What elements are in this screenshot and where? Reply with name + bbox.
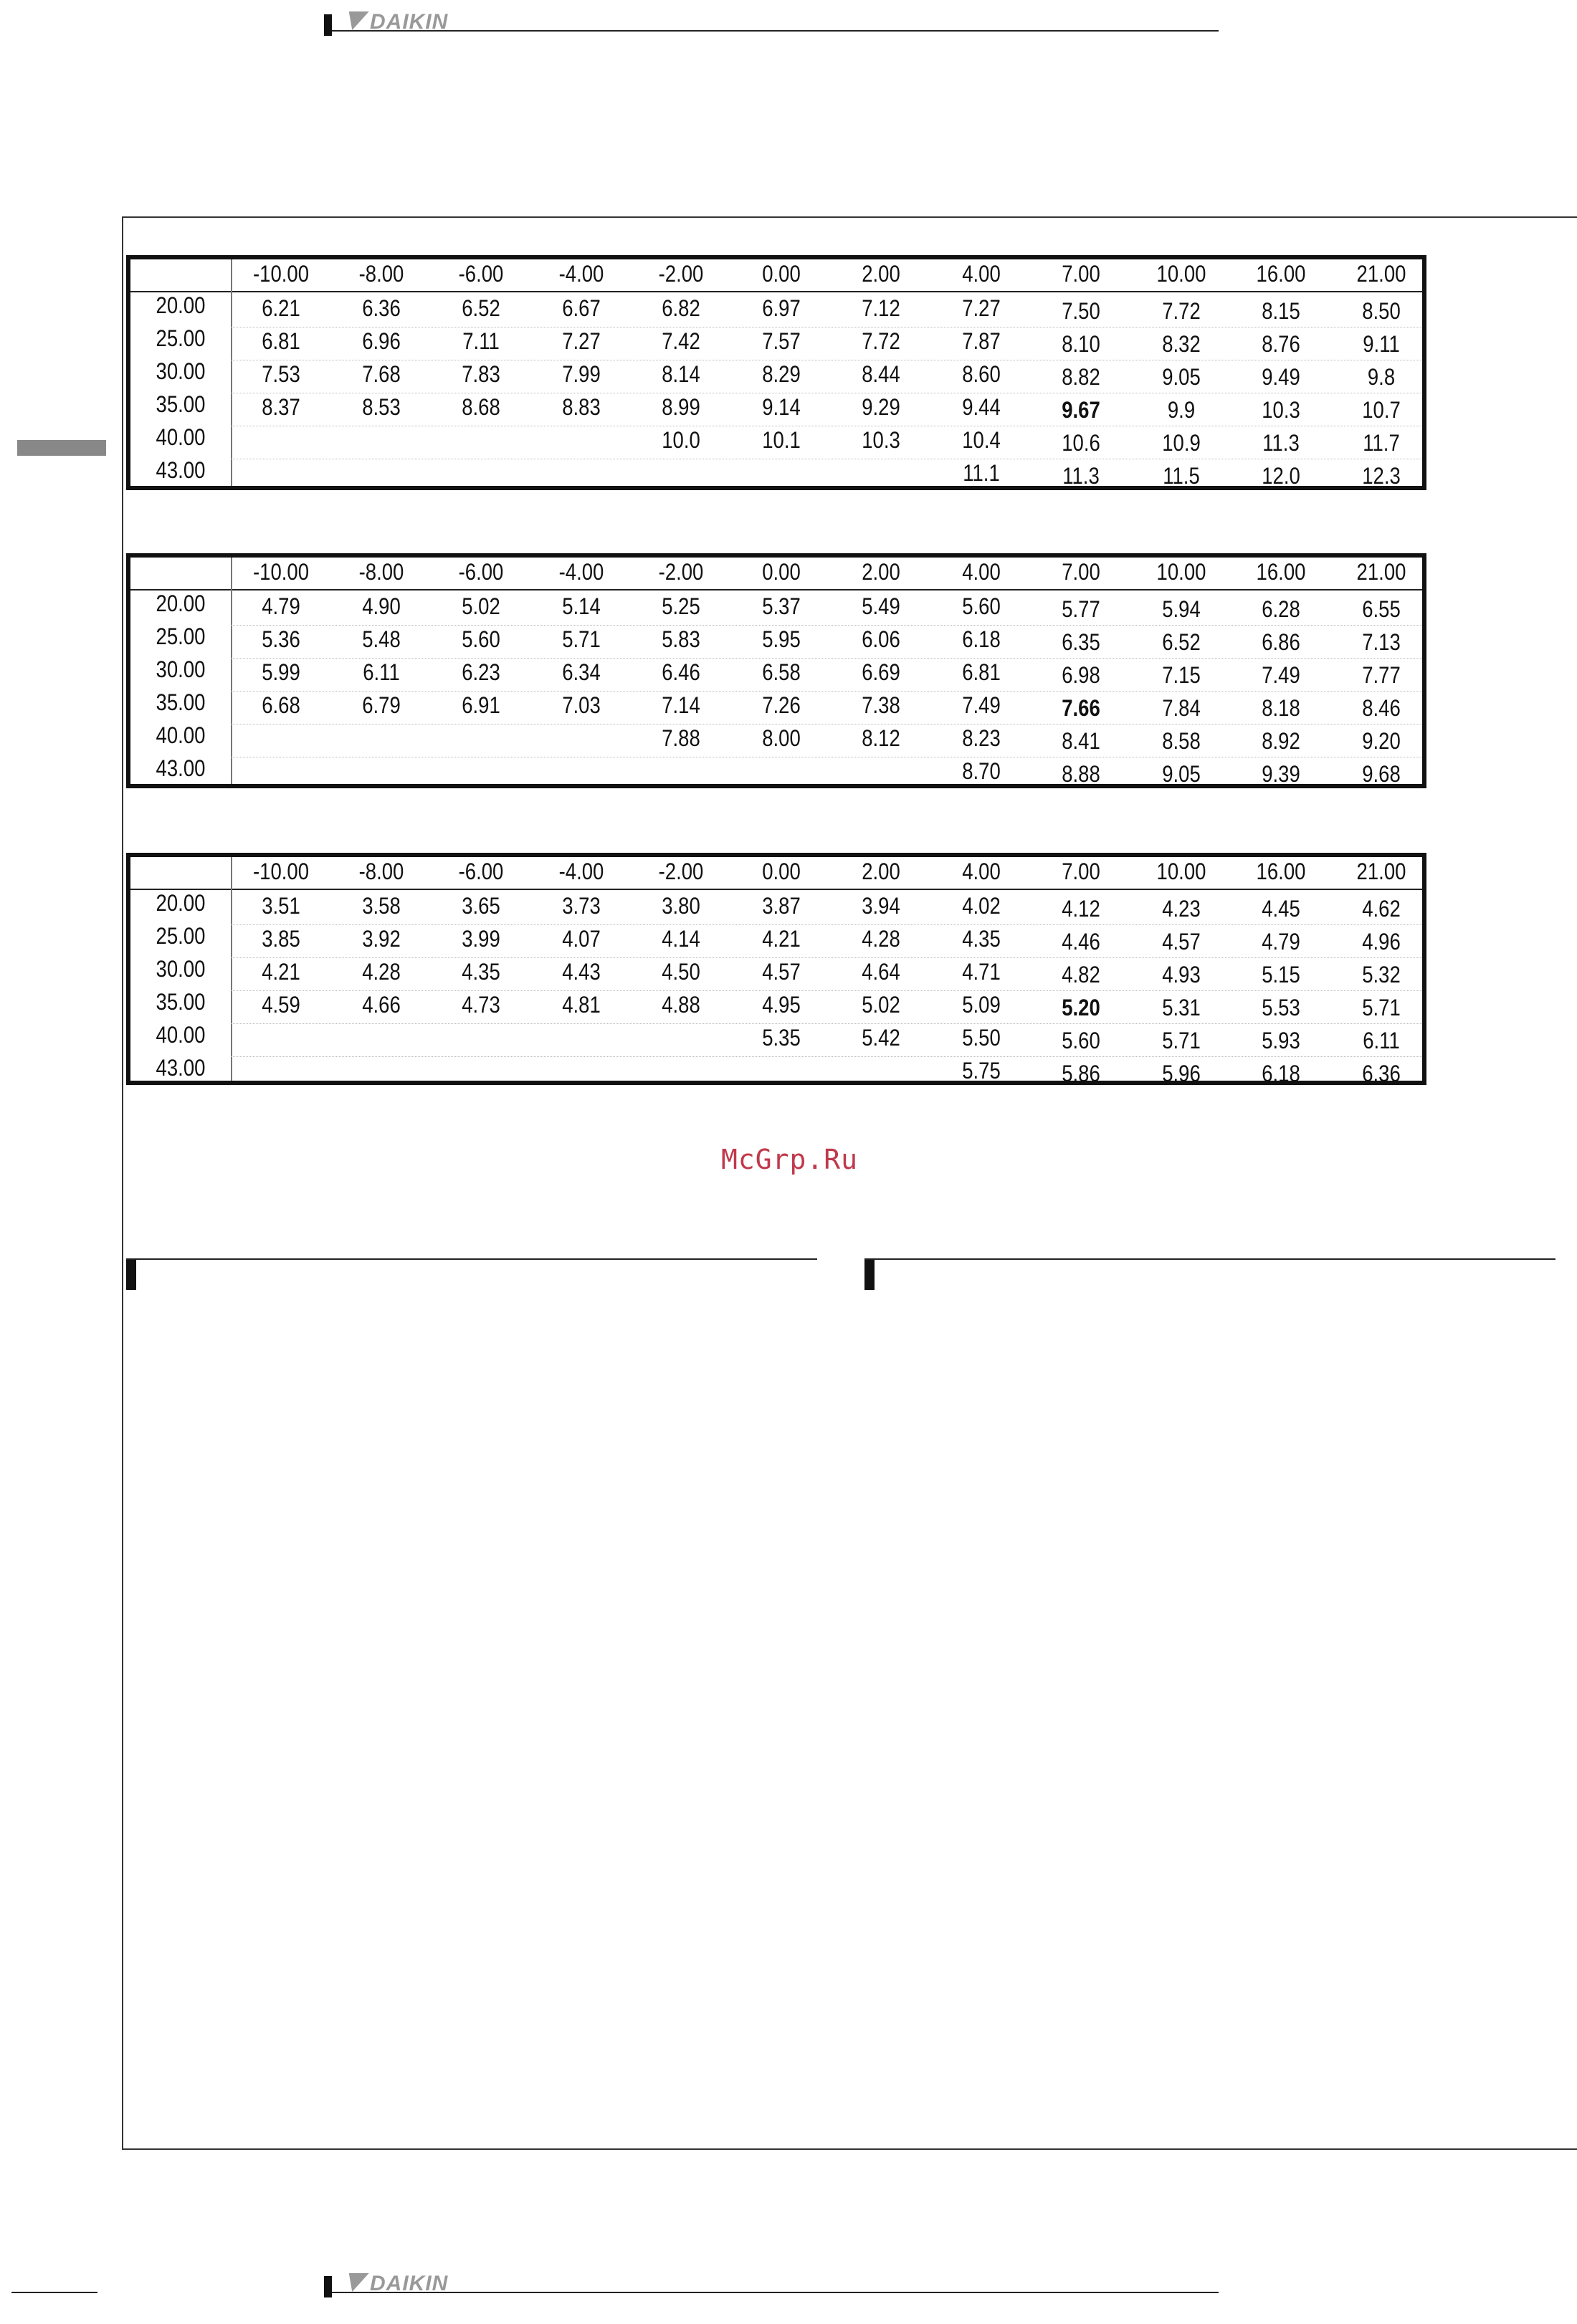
table-cell: 5.93	[1262, 1028, 1300, 1053]
footer-rule	[11, 2292, 97, 2293]
row-label: 35.00	[156, 391, 206, 417]
table-cell: 5.77	[1062, 596, 1100, 622]
table-cell: 4.93	[1161, 962, 1201, 988]
table-cell: 4.21	[761, 926, 801, 952]
table-cell: 8.32	[1161, 331, 1201, 357]
column-header: 16.00	[1256, 859, 1306, 884]
table-cell: 4.79	[1262, 929, 1300, 955]
footer-marker	[324, 2276, 332, 2297]
table-cell: 3.65	[462, 893, 500, 919]
table-cell: 5.48	[361, 626, 401, 652]
row-label: 20.00	[156, 890, 206, 916]
table-cell: 6.11	[1362, 1028, 1400, 1053]
table-cell: 5.09	[961, 992, 1001, 1018]
table-cell: 7.57	[761, 328, 801, 354]
table-cell: 6.81	[961, 659, 1001, 685]
content-frame	[122, 216, 1577, 2150]
table-cell: 9.68	[1361, 761, 1401, 787]
row-label-divider	[231, 558, 232, 784]
column-header: -8.00	[358, 559, 404, 585]
table-cell: 7.27	[961, 295, 1001, 321]
table-cell: 4.43	[561, 959, 601, 985]
table-cell: 4.45	[1262, 896, 1300, 922]
column-header: -2.00	[658, 859, 704, 884]
row-label: 40.00	[156, 424, 206, 450]
table-cell: 11.5	[1162, 463, 1200, 489]
table-cell: 7.66	[1062, 695, 1100, 721]
table-cell: 5.32	[1361, 962, 1401, 988]
table-cell: 6.98	[1062, 662, 1100, 688]
table-cell: 5.83	[662, 626, 700, 652]
table-cell: 7.50	[1062, 298, 1100, 324]
column-header: 2.00	[862, 859, 900, 884]
column-header: 7.00	[1062, 261, 1100, 287]
table-cell: 11.1	[962, 460, 1000, 486]
row-separator	[231, 1023, 1422, 1025]
table-cell: 6.69	[862, 659, 900, 685]
row-separator	[231, 426, 1422, 427]
row-label: 20.00	[156, 292, 206, 318]
table-cell: 3.85	[262, 926, 300, 952]
table-cell: 5.02	[862, 992, 900, 1018]
column-header: -10.00	[252, 859, 310, 884]
table-cell: 6.97	[761, 295, 801, 321]
row-label: 40.00	[156, 722, 206, 748]
column-header: -4.00	[558, 559, 604, 585]
table-cell: 9.44	[961, 394, 1001, 420]
table-cell: 7.26	[761, 692, 801, 718]
page-header	[324, 10, 1219, 34]
table-cell: 4.82	[1062, 962, 1100, 988]
table-cell: 8.10	[1062, 331, 1100, 357]
table-cell: 4.71	[961, 959, 1001, 985]
table-cell: 11.7	[1362, 430, 1400, 456]
row-label: 25.00	[156, 623, 206, 649]
table-cell: 6.23	[462, 659, 500, 685]
table-cell: 4.35	[462, 959, 500, 985]
table-cell: 4.07	[561, 926, 601, 952]
table-cell: 6.35	[1062, 629, 1100, 655]
column-header: 2.00	[862, 559, 900, 585]
table-cell: 8.82	[1062, 364, 1100, 390]
row-label: 35.00	[156, 689, 206, 715]
table-cell: 6.46	[662, 659, 700, 685]
table-cell: 9.29	[862, 394, 900, 420]
table-cell: 6.28	[1262, 596, 1300, 622]
table-cell: 4.90	[361, 593, 401, 619]
table-cell: 8.92	[1262, 728, 1300, 754]
table-cell: 8.14	[662, 361, 700, 387]
daikin-logo	[346, 2272, 448, 2296]
watermark: McGrp.Ru	[721, 1144, 859, 1175]
column-header: -4.00	[558, 859, 604, 884]
table-cell: 3.73	[561, 893, 601, 919]
capacity-table-3	[126, 853, 1426, 1085]
table-cell: 8.53	[361, 394, 401, 420]
table-cell: 5.71	[1361, 995, 1401, 1020]
table-cell: 6.06	[862, 626, 900, 652]
table-cell: 6.55	[1361, 596, 1401, 622]
section-header-left	[126, 1258, 817, 1290]
row-label: 25.00	[156, 923, 206, 949]
table-cell: 6.91	[462, 692, 500, 718]
column-header: 0.00	[761, 559, 801, 585]
table-cell: 6.21	[262, 295, 300, 321]
row-separator	[231, 1056, 1422, 1058]
table-cell: 6.96	[361, 328, 401, 354]
table-cell: 4.66	[361, 992, 401, 1018]
table-cell: 5.53	[1262, 995, 1300, 1020]
table-cell: 9.8	[1367, 364, 1395, 390]
table-cell: 8.00	[761, 725, 801, 751]
row-label: 20.00	[156, 590, 206, 616]
table-cell: 4.79	[262, 593, 300, 619]
table-cell: 10.1	[761, 427, 801, 453]
table-cell: 6.18	[1262, 1061, 1300, 1086]
table-cell: 5.37	[761, 593, 801, 619]
table-cell: 6.82	[662, 295, 700, 321]
table-cell: 8.23	[961, 725, 1001, 751]
table-cell: 7.03	[561, 692, 601, 718]
table-cell: 3.92	[361, 926, 401, 952]
table-cell: 5.60	[1062, 1028, 1100, 1053]
table-cell: 3.87	[761, 893, 801, 919]
table-cell: 4.28	[862, 926, 900, 952]
column-header: -10.00	[252, 261, 310, 287]
table-cell: 5.95	[761, 626, 801, 652]
table-cell: 7.13	[1361, 629, 1401, 655]
table-cell: 5.99	[262, 659, 300, 685]
table-cell: 7.53	[262, 361, 300, 387]
row-label: 30.00	[156, 656, 206, 682]
table-cell: 8.83	[561, 394, 601, 420]
column-header: 4.00	[961, 559, 1001, 585]
table-cell: 7.49	[1262, 662, 1300, 688]
table-cell: 7.84	[1161, 695, 1201, 721]
table-cell: 7.83	[462, 361, 500, 387]
table-cell: 7.42	[662, 328, 700, 354]
column-header: 10.00	[1156, 859, 1206, 884]
table-cell: 9.05	[1161, 364, 1201, 390]
table-cell: 3.99	[462, 926, 500, 952]
table-cell: 4.35	[961, 926, 1001, 952]
column-header: -2.00	[658, 261, 704, 287]
row-label: 35.00	[156, 989, 206, 1015]
table-cell: 8.18	[1262, 695, 1300, 721]
table-cell: 8.76	[1262, 331, 1300, 357]
row-label: 43.00	[156, 755, 206, 781]
row-separator	[231, 757, 1422, 758]
table-cell: 8.41	[1062, 728, 1100, 754]
column-header: 0.00	[761, 859, 801, 884]
column-header: 0.00	[761, 261, 801, 287]
table-cell: 8.46	[1361, 695, 1401, 721]
table-cell: 4.88	[662, 992, 700, 1018]
table-cell: 6.36	[1361, 1061, 1401, 1086]
column-header: 21.00	[1356, 859, 1406, 884]
column-header: 7.00	[1062, 859, 1100, 884]
table-cell: 5.49	[862, 593, 900, 619]
table-cell: 6.86	[1262, 629, 1300, 655]
table-cell: 8.12	[862, 725, 900, 751]
table-cell: 8.44	[862, 361, 900, 387]
table-cell: 6.34	[561, 659, 601, 685]
table-cell: 3.58	[361, 893, 401, 919]
column-header: 2.00	[862, 261, 900, 287]
table-cell: 8.15	[1262, 298, 1300, 324]
table-cell: 7.15	[1161, 662, 1201, 688]
table-cell: 7.68	[361, 361, 401, 387]
table-cell: 5.20	[1062, 995, 1100, 1020]
section-header-right	[864, 1258, 1555, 1290]
table-cell: 7.88	[662, 725, 700, 751]
table-cell: 6.36	[361, 295, 401, 321]
table-cell: 7.72	[862, 328, 900, 354]
table-cell: 3.94	[862, 893, 900, 919]
table-cell: 9.67	[1062, 397, 1100, 423]
side-section-tab	[17, 440, 106, 456]
table-cell: 7.77	[1361, 662, 1401, 688]
column-header: 10.00	[1156, 261, 1206, 287]
table-cell: 6.11	[362, 659, 400, 685]
row-label-divider	[231, 259, 232, 486]
daikin-logo	[346, 10, 448, 34]
row-label: 30.00	[156, 956, 206, 982]
table-cell: 5.94	[1161, 596, 1201, 622]
capacity-table-1	[126, 255, 1426, 490]
table-cell: 4.21	[262, 959, 300, 985]
table-cell: 5.02	[462, 593, 500, 619]
table-cell: 7.49	[961, 692, 1001, 718]
table-cell: 9.05	[1161, 761, 1201, 787]
table-cell: 4.02	[961, 893, 1001, 919]
section-marker	[864, 1260, 875, 1290]
table-cell: 11.3	[1062, 463, 1100, 489]
table-cell: 4.96	[1361, 929, 1401, 955]
table-cell: 4.95	[761, 992, 801, 1018]
column-header: 4.00	[961, 261, 1001, 287]
table-cell: 5.71	[1161, 1028, 1201, 1053]
header-marker	[324, 14, 332, 36]
table-cell: 5.35	[761, 1025, 801, 1051]
table-cell: 5.75	[961, 1058, 1001, 1084]
table-cell: 9.11	[1362, 331, 1400, 357]
column-header: 16.00	[1256, 559, 1306, 585]
table-cell: 12.3	[1361, 463, 1401, 489]
table-cell: 7.12	[862, 295, 900, 321]
table-cell: 6.67	[561, 295, 601, 321]
column-header: -6.00	[458, 261, 504, 287]
table-cell: 6.79	[361, 692, 401, 718]
column-header: 10.00	[1156, 559, 1206, 585]
column-header: -6.00	[458, 559, 504, 585]
table-cell: 4.12	[1062, 896, 1100, 922]
table-cell: 8.70	[961, 758, 1001, 784]
table-cell: 7.14	[662, 692, 700, 718]
table-cell: 6.52	[462, 295, 500, 321]
column-header: -4.00	[558, 261, 604, 287]
section-marker	[126, 1260, 136, 1290]
capacity-table-2	[126, 553, 1426, 788]
table-cell: 4.62	[1361, 896, 1401, 922]
column-header: -8.00	[358, 261, 404, 287]
table-cell: 5.86	[1062, 1061, 1100, 1086]
table-cell: 8.99	[662, 394, 700, 420]
column-header: 21.00	[1356, 559, 1406, 585]
table-cell: 4.57	[1161, 929, 1201, 955]
column-header: 16.00	[1256, 261, 1306, 287]
table-cell: 5.14	[561, 593, 601, 619]
table-cell: 10.3	[1262, 397, 1300, 423]
row-label: 43.00	[156, 457, 206, 483]
table-cell: 5.36	[262, 626, 300, 652]
table-cell: 6.68	[262, 692, 300, 718]
table-cell: 4.64	[862, 959, 900, 985]
table-cell: 8.58	[1161, 728, 1201, 754]
table-cell: 10.6	[1062, 430, 1100, 456]
table-cell: 8.60	[961, 361, 1001, 387]
table-cell: 4.23	[1161, 896, 1201, 922]
table-cell: 9.20	[1361, 728, 1401, 754]
table-cell: 7.72	[1161, 298, 1201, 324]
table-cell: 5.50	[961, 1025, 1001, 1051]
table-cell: 5.15	[1262, 962, 1300, 988]
table-cell: 3.51	[262, 893, 300, 919]
table-cell: 8.50	[1361, 298, 1401, 324]
table-cell: 4.14	[662, 926, 700, 952]
row-label: 43.00	[156, 1055, 206, 1081]
table-cell: 6.52	[1161, 629, 1201, 655]
table-cell: 10.9	[1161, 430, 1201, 456]
table-cell: 6.58	[761, 659, 801, 685]
table-cell: 4.73	[462, 992, 500, 1018]
table-cell: 8.37	[262, 394, 300, 420]
column-header: 4.00	[961, 859, 1001, 884]
column-header: 7.00	[1062, 559, 1100, 585]
table-cell: 7.11	[462, 328, 500, 354]
table-cell: 8.29	[761, 361, 801, 387]
table-cell: 8.88	[1062, 761, 1100, 787]
table-cell: 5.31	[1161, 995, 1201, 1020]
table-cell: 5.60	[961, 593, 1001, 619]
row-label: 25.00	[156, 325, 206, 351]
table-cell: 10.4	[961, 427, 1001, 453]
column-header: -8.00	[358, 859, 404, 884]
table-cell: 4.28	[361, 959, 401, 985]
row-label: 40.00	[156, 1022, 206, 1048]
table-cell: 5.25	[662, 593, 700, 619]
column-header: 21.00	[1356, 261, 1406, 287]
row-separator	[231, 459, 1422, 460]
table-cell: 9.14	[761, 394, 801, 420]
table-cell: 11.3	[1262, 430, 1300, 456]
table-cell: 8.68	[462, 394, 500, 420]
table-cell: 4.81	[561, 992, 601, 1018]
table-cell: 6.18	[961, 626, 1001, 652]
table-cell: 7.99	[561, 361, 601, 387]
logo-text: DAIKIN	[370, 2272, 449, 2295]
table-cell: 9.9	[1167, 397, 1195, 423]
table-cell: 10.0	[662, 427, 700, 453]
table-cell: 4.59	[262, 992, 300, 1018]
table-cell: 5.71	[561, 626, 601, 652]
table-cell: 6.81	[262, 328, 300, 354]
row-label-divider	[231, 857, 232, 1081]
table-cell: 7.87	[961, 328, 1001, 354]
table-cell: 10.7	[1361, 397, 1401, 423]
column-header: -2.00	[658, 559, 704, 585]
table-cell: 4.57	[761, 959, 801, 985]
table-cell: 7.38	[862, 692, 900, 718]
daikin-mark-icon	[342, 11, 368, 30]
column-header: -6.00	[458, 859, 504, 884]
table-cell: 7.27	[561, 328, 601, 354]
table-cell: 12.0	[1262, 463, 1300, 489]
table-cell: 4.46	[1062, 929, 1100, 955]
column-header: -10.00	[252, 559, 310, 585]
row-separator	[231, 724, 1422, 725]
table-cell: 5.42	[862, 1025, 900, 1051]
table-cell: 10.3	[862, 427, 900, 453]
table-cell: 3.80	[662, 893, 700, 919]
logo-text: DAIKIN	[370, 10, 449, 34]
table-cell: 4.50	[662, 959, 700, 985]
page-footer	[324, 2272, 1219, 2295]
daikin-mark-icon	[342, 2273, 368, 2292]
table-cell: 9.39	[1262, 761, 1300, 787]
table-cell: 5.96	[1161, 1061, 1201, 1086]
row-label: 30.00	[156, 358, 206, 384]
table-cell: 9.49	[1262, 364, 1300, 390]
table-cell: 5.60	[462, 626, 500, 652]
